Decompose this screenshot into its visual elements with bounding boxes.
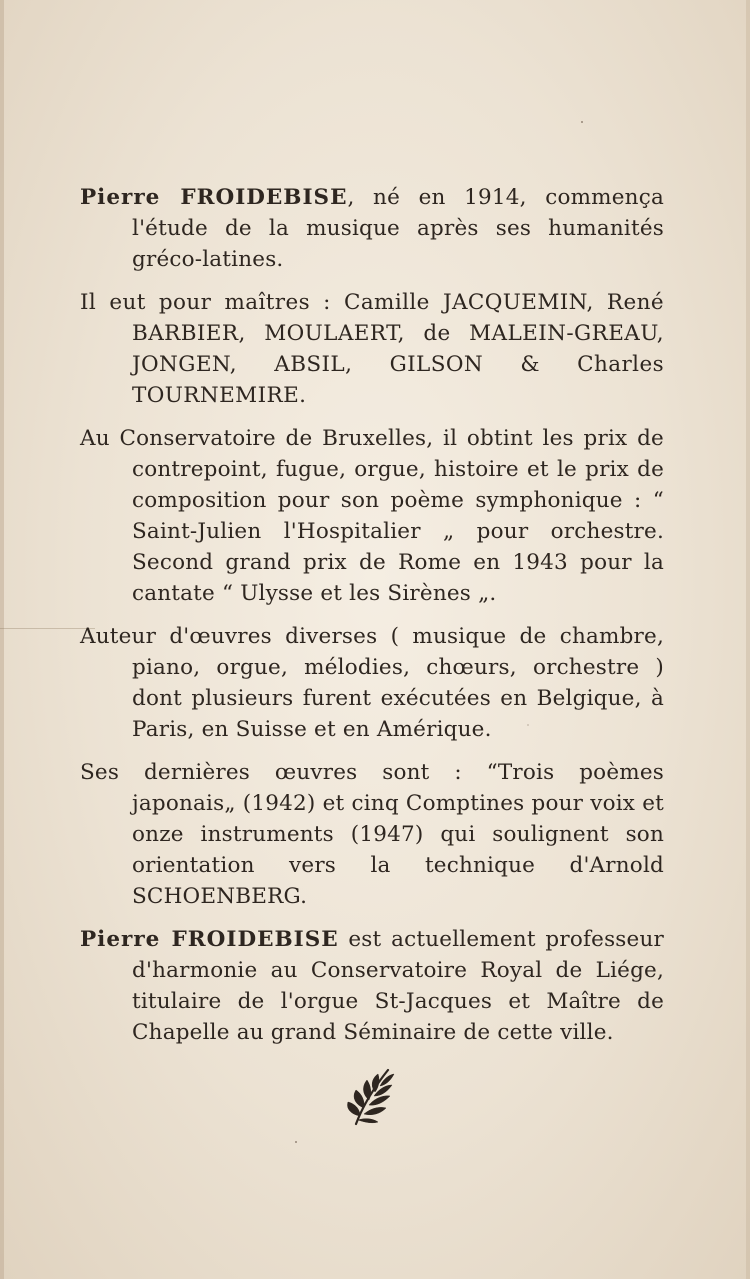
paragraph-current-position [80, 924, 664, 1048]
current-position-text: est actuellement professeur d'harmonie au Conservatoire Royal de Liége, titulaire de l'orgue St-Jacques et Maître de Chapelle au grand Séminaire de cette ville. [132, 927, 664, 1045]
paper-speck [295, 1141, 297, 1143]
works-text: Auteur d'œuvres diverses ( musique de chambre, piano, orgue, mélodies, chœurs, orchestre ) dont plusieurs furent exécutées en Belgique, à Paris, en Suisse et en Amérique. [80, 624, 664, 742]
composer-first-name: Pierre [80, 185, 181, 210]
paper-speck [527, 724, 529, 726]
page-edge-left [0, 0, 4, 1279]
paragraph-works [80, 621, 664, 745]
paragraph-intro [80, 182, 664, 275]
conservatoire-text: Au Conservatoire de Bruxelles, il obtint les prix de contrepoint, fugue, orgue, histoire et le prix de composition pour son poème symphonique : “ Saint-Julien l'Hospitalier „ pour orchestre. Second grand prix de Rome en 1943 pour la cantate “ Ulysse et les Sirènes „. [80, 426, 664, 606]
page-edge-right [746, 0, 750, 1279]
intro-text: , né en 1914, commença l'étude de la musique après ses humanités gréco-latines. [132, 185, 664, 272]
biography-text [80, 182, 664, 1060]
teachers-text: Il eut pour maîtres : Camille JACQUEMIN, René BARBIER, MOULAERT, de MALEIN-GREAU, JONGEN, ABSIL, GILSON & Charles TOURNEMIRE. [80, 290, 664, 408]
composer-surname: FROIDEBISE [180, 185, 348, 210]
paper-speck [581, 121, 583, 123]
recent-works-text: Ses dernières œuvres sont : “Trois poèmes japonais„ (1942) et cinq Comptines pour voix et onze instruments (1947) qui soulignent son orientation vers la technique d'Arnold SCHOENBERG. [80, 760, 664, 909]
paragraph-recent-works [80, 757, 664, 912]
laurel-branch-icon [342, 1064, 398, 1128]
paragraph-conservatoire [80, 423, 664, 609]
paragraph-teachers [80, 287, 664, 411]
composer-full-name: Pierre FROIDEBISE [80, 927, 339, 952]
